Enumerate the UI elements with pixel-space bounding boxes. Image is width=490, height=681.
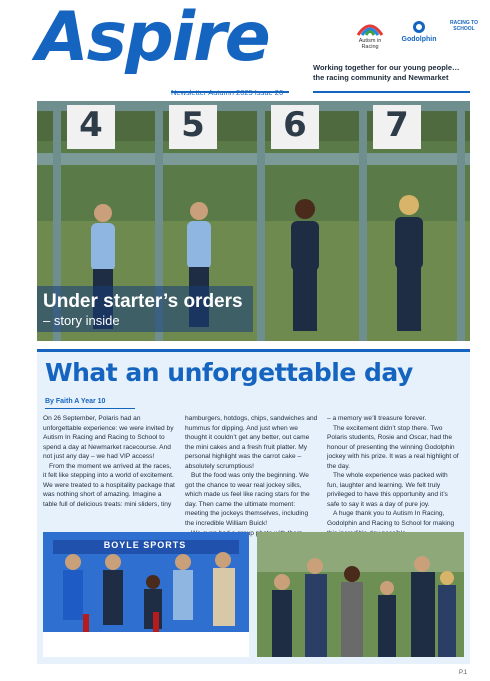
hero-subtitle: – story inside bbox=[43, 312, 120, 328]
partner-label-2: Godolphin bbox=[401, 36, 437, 43]
story-column-2 bbox=[185, 414, 318, 538]
story-panel bbox=[37, 349, 470, 664]
paragraph: A huge thank you to Autism In Racing, Godolphin and Racing to School for making bbox=[327, 510, 455, 528]
paragraph: – a memory we’ll treasure forever. bbox=[327, 415, 427, 422]
paragraph: On 26 September, Polaris had an unforgettable experience: we were invited by Autism In Racing and Racing to School to spend a day at Newmarket racecourse. And not just any day – we had VIP access! bbox=[43, 415, 174, 461]
hero-photo bbox=[37, 101, 470, 341]
partner-label-1: Autism in Racing bbox=[358, 38, 382, 50]
partner-logos bbox=[350, 20, 480, 50]
paragraph: But the food was only the beginning. We got the chance to wear real jockey silks, which made us feel like racing stars for the day. Then came the ultimate moment: meeting the jockeys themselves, including the incredible William Buick! bbox=[185, 472, 310, 528]
story-title: What an unforgettable day bbox=[45, 358, 413, 387]
partner-autism-in-racing bbox=[350, 20, 390, 50]
story-column-1 bbox=[43, 414, 176, 509]
gate-number-4: 4 bbox=[79, 105, 103, 145]
gate-number-5: 5 bbox=[181, 105, 205, 145]
racing-to-school-icon: RACING TO SCHOOL bbox=[450, 20, 478, 32]
masthead bbox=[0, 0, 490, 100]
jockey-group-illustration bbox=[43, 532, 249, 657]
tagline-line-1: Working together for our young people… bbox=[313, 63, 460, 72]
paragraph: hamburgers, hotdogs, chips, sandwiches and hummus for dipping. And just when we thought it couldn’t get any better, out came the mini cakes and a fresh fruit platter. My personal highlight was the carrot cake – absolutely scrumptious! bbox=[185, 415, 318, 470]
byline-rule bbox=[45, 408, 135, 409]
photo-student-group bbox=[257, 532, 464, 657]
tagline-rule bbox=[313, 91, 470, 93]
photo-jockey-presentation bbox=[43, 532, 249, 657]
paragraph: The excitement didn’t stop there. Two Polaris students, Rosie and Oscar, had the honour of presenting the winning Godolphin jockey with his prize. It was a real highlight of the day. bbox=[327, 424, 459, 470]
tagline bbox=[313, 63, 483, 83]
paragraph: The whole experience was packed with fun, laughter and learning. We felt truly privileged to have this opportunity and it’s safe to say it was a day of pure joy. bbox=[327, 472, 448, 508]
edition-rule bbox=[171, 91, 289, 93]
aspire-logo: Aspire bbox=[36, 0, 269, 77]
partner-godolphin bbox=[396, 20, 442, 50]
page-number: P.1 bbox=[459, 670, 468, 676]
paragraph: From the moment we arrived at the races, it felt like stepping into a world of excitement. We were treated to a hospitality package that was nothing short of amazing. Imagine a table full of delicious treats: mini sliders, tiny bbox=[43, 462, 175, 508]
gate-number-6: 6 bbox=[283, 105, 307, 145]
byline: By Faith A Year 10 bbox=[45, 398, 106, 405]
arc-icon bbox=[355, 20, 385, 36]
partner-racing-to-school bbox=[448, 20, 480, 50]
godolphin-crest-icon bbox=[412, 20, 426, 34]
student-group-illustration bbox=[257, 532, 464, 657]
hero-caption bbox=[37, 286, 253, 332]
tagline-line-2: the racing community and Newmarket bbox=[313, 72, 449, 82]
gate-number-7: 7 bbox=[385, 105, 409, 145]
hero-title: Under starter’s orders bbox=[43, 291, 243, 312]
story-column-3 bbox=[327, 414, 460, 538]
boyle-sports-backdrop: BOYLE SPORTS bbox=[103, 540, 187, 550]
